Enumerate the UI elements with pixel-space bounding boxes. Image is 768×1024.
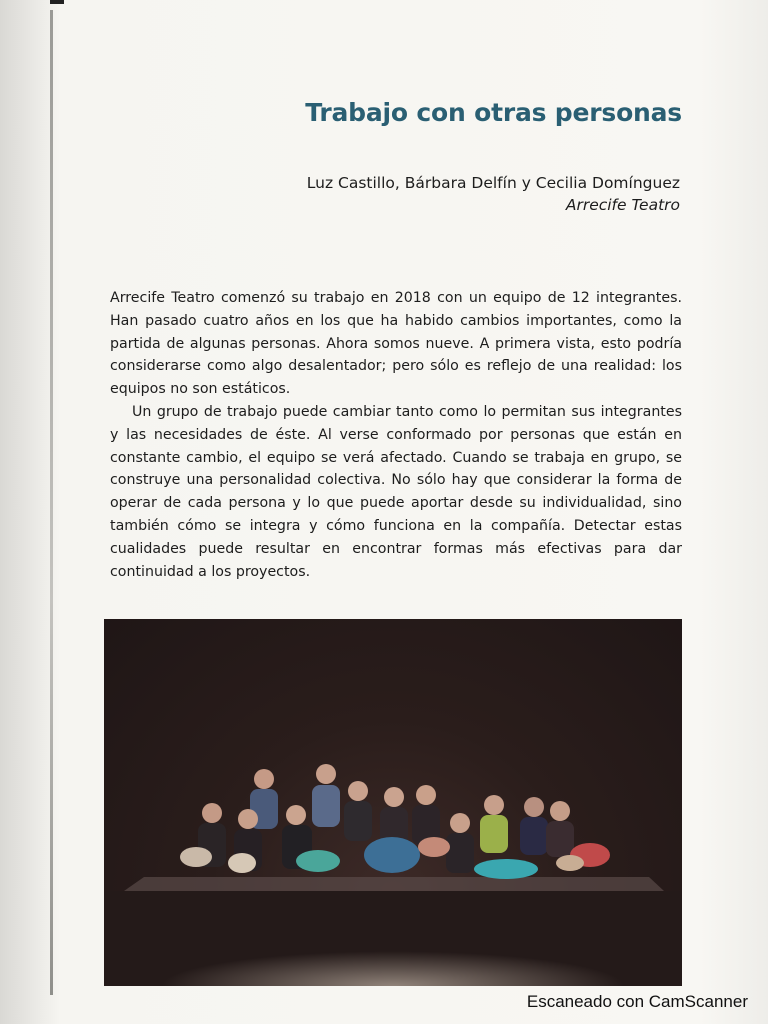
stage-edge — [124, 877, 664, 891]
group-photo — [104, 619, 682, 986]
article-body — [110, 287, 682, 583]
corner-mark — [50, 0, 64, 4]
group-photo-illustration — [104, 619, 682, 986]
author-block — [307, 172, 680, 216]
article-title: Trabajo con otras personas — [305, 98, 682, 127]
paragraph-2: Un grupo de trabajo puede cambiar tanto como lo permitan sus integrantes y las necesidades de éste. Al verse conformado por personas que están en constante cambio, el equipo se verá afectado. Cuando se trabaja en grupo, se construye una personalidad colectiva. No sólo hay que considerar la forma de operar de cada persona y lo que puede aportar desde su individualidad, sino también cómo se integra y cómo funciona en la compañía. Detectar estas cualidades puede resultar en encontrar formas más efectivas para dar continuidad a los proyectos. — [110, 403, 682, 580]
page-fold-edge — [50, 10, 53, 995]
light-flare — [104, 899, 682, 986]
author-names: Luz Castillo, Bárbara Delfín y Cecilia Domínguez — [306, 174, 680, 192]
camscanner-watermark: Escaneado con CamScanner — [526, 992, 748, 1011]
paragraph-1: Arrecife Teatro comenzó su trabajo en 2018 con un equipo de 12 integrantes. Han pasado cuatro años en los que ha habido cambios importantes, como la partida de algunas personas. Ahora somos nueve. A primera vista, esto podría considerarse como algo desalentador; pero sólo es reflejo de una realidad: los equipos no son estáticos. — [110, 290, 682, 398]
company-name: Arrecife Teatro — [565, 196, 680, 214]
